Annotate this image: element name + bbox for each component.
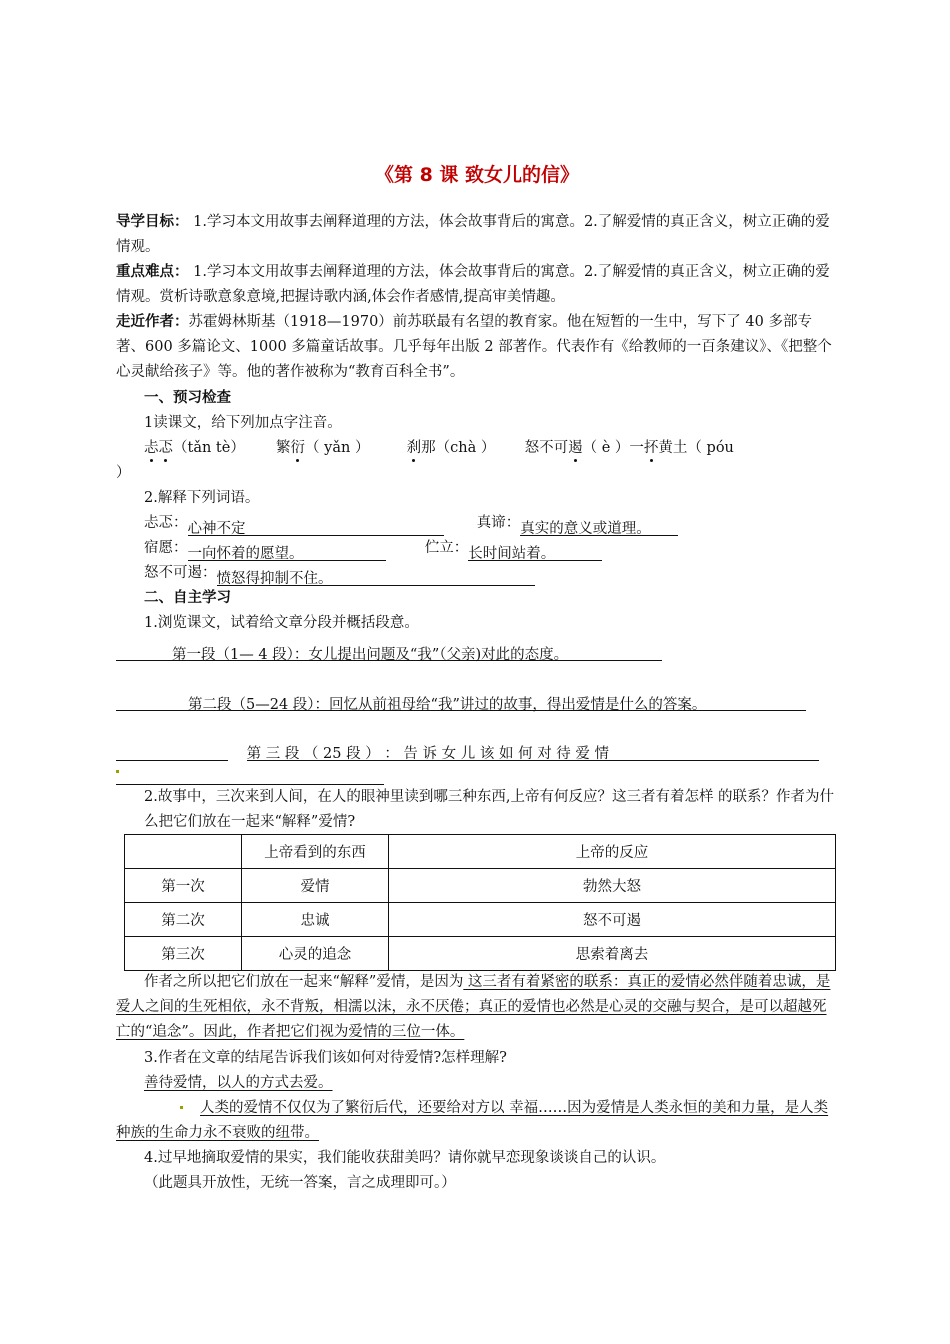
pinyin-char-2a: 繁	[276, 440, 291, 456]
goals-label: 导学目标：	[116, 214, 189, 230]
study-goals	[116, 210, 838, 260]
table-cell: 勃然大怒	[389, 869, 836, 903]
vocab-answer-1: 心神不定	[188, 517, 444, 536]
table-row	[125, 903, 836, 937]
table-cell: 忠诚	[242, 903, 389, 937]
vocab-term-2: 真谛：	[476, 515, 521, 531]
pinyin-answer-1: （tǎn tè）	[173, 440, 245, 456]
god-reaction-table	[124, 834, 836, 971]
vocab-term-4: 伫立：	[424, 540, 469, 556]
vocab-term-1: 忐忑：	[144, 515, 188, 531]
pinyin-words	[116, 436, 838, 461]
section-preview-heading: 一、预习检查	[144, 390, 231, 406]
pinyin-char-3a: 刹	[406, 440, 422, 456]
table-row	[125, 869, 836, 903]
segment-3-blank	[116, 742, 228, 761]
ending-answer-2-text: 人类的爱情不仅仅为了繁衍后代，还要给对方以 幸福……因为爱情是人类永恒的美和力量，是人类种族的生命力永不衰败的纽带。	[116, 1100, 829, 1141]
key-points-label: 重点难点：	[116, 264, 189, 280]
table-header-row	[125, 835, 836, 869]
vocab-answer-3: 一向怀着的愿望。	[188, 542, 386, 561]
pinyin-question: 1读课文，给下列加点字注音。	[144, 415, 342, 431]
segment-2	[116, 686, 838, 711]
segment-1-text: 第一段（1— 4 段）：女儿提出问题及“我”（父亲)对此的态度。	[116, 643, 662, 661]
vocab-answer-5: 愤怒得抑制不住。	[217, 567, 535, 586]
pinyin-char-5c: 黄土	[658, 440, 688, 456]
ending-answer-2	[116, 1096, 838, 1146]
vocab-term-3: 宿愿：	[144, 540, 188, 556]
table-cell: 爱情	[242, 869, 389, 903]
pinyin-char-5b: 抔	[643, 440, 659, 456]
reason-answer: 这三者有着紧密的联系：真正的爱情必然伴随着忠诚，是爱人之间的生死相依，永不背叛，相濡以沫，永不厌倦；真正的爱情也必然是心灵的交融与契合，是可以超越死亡的“追念”。因此，作者把它们视为爱情的三位一体。	[116, 974, 831, 1040]
vocab-row-3	[116, 561, 838, 586]
segment-2-text: 第二段（5—24 段）：回忆从前祖母给“我”讲过的故事，得出爱情是什么的答案。	[116, 693, 806, 711]
table-cell: 心灵的追念	[242, 937, 389, 971]
segment-1	[116, 636, 838, 661]
section-self-study-heading: 二、自主学习	[144, 590, 231, 606]
vocab-row-2	[116, 536, 838, 561]
reason-lead: 作者之所以把它们放在一起来“解释”爱情，是因为	[144, 974, 464, 990]
pinyin-char-3b: 那	[421, 440, 436, 456]
early-love-question: 4.过早地摘取爱情的果实，我们能收获甜美吗？请你就早恋现象谈谈自己的认识。	[144, 1150, 666, 1166]
segment-3-text: 第 三 段 （ 25 段 ） ： 告 诉 女 儿 该 如 何 对 待 爱 情	[247, 742, 819, 761]
table-cell: 思索着离去	[389, 937, 836, 971]
segment-3-continuation	[116, 760, 838, 785]
pinyin-char-5a: 一	[629, 440, 644, 456]
vocab-term-5: 怒不可遏：	[144, 565, 217, 581]
pinyin-char-1a: 忐	[144, 440, 159, 456]
pinyin-char-1b: 忑	[158, 440, 173, 456]
author-intro	[116, 310, 838, 385]
pinyin-char-4a: 怒不可	[524, 440, 569, 456]
table-header-cell	[125, 835, 242, 869]
goals-text: 1.学习本文用故事去阐释道理的方法，体会故事背后的寓意。2.了解爱情的真正含义，树立正确的爱情观。	[116, 214, 830, 255]
table-cell: 怒不可遏	[389, 903, 836, 937]
vocab-row-1	[116, 511, 838, 536]
vocab-answer-4: 长时间站着。	[468, 542, 602, 561]
pinyin-char-4b: 遏	[568, 440, 583, 456]
table-cell: 第二次	[125, 903, 242, 937]
segment-3	[116, 736, 838, 761]
vocab-question: 2.解释下列词语。	[144, 490, 260, 506]
ending-question: 3.作者在文章的结尾告诉我们该如何对待爱情?怎样理解?	[144, 1050, 507, 1066]
table-header-cell: 上帝的反应	[389, 835, 836, 869]
key-points	[116, 260, 838, 310]
story-question: 2.故事中，三次来到人间，在人的眼神里读到哪三种东西,上帝有何反应？这三者有着怎样 的联系？作者为什么把它们放在一起来“解释”爱情?	[144, 789, 835, 830]
table-cell: 第三次	[125, 937, 242, 971]
margin-mark	[180, 1106, 183, 1109]
table-cell: 第一次	[125, 869, 242, 903]
pinyin-char-2b: 衍	[290, 440, 306, 456]
key-points-text: 1.学习本文用故事去阐释道理的方法，体会故事背后的寓意。2.了解爱情的真正含义，树立正确的爱情观。赏析诗歌意象意境,把握诗歌内涵,体会作者感情,提高审美情趣。	[116, 264, 830, 305]
ending-answer-1	[116, 1071, 838, 1096]
pinyin-answer-5: （ póu	[687, 440, 734, 456]
vocab-answer-2: 真实的意义或道理。	[520, 517, 678, 536]
early-love-answer: （此题具开放性，无统一答案，言之成理即可。）	[144, 1175, 456, 1191]
author-text: 苏霍姆林斯基（1918—1970）前苏联最有名望的教育家。他在短暂的一生中，写下了 40 多部专著、600 多篇论文、1000 多篇童话故事。几乎每年出版 2 部著作。代表作有《给教师的一百条建议》、《把整个心灵献给孩子》等。他的著作被称为“教育百科全书”。	[116, 314, 832, 380]
ending-answer-1-text: 善待爱情，以人的方式去爱。	[144, 1075, 333, 1091]
author-label: 走近作者：	[116, 314, 189, 330]
pinyin-answer-3: （chà ）	[435, 440, 496, 456]
reason-paragraph	[116, 970, 838, 1045]
table-row	[125, 937, 836, 971]
page-title: 《第 8 课 致女儿的信》	[374, 164, 580, 186]
margin-mark	[116, 770, 119, 773]
pinyin-closing: ）	[116, 465, 131, 481]
pinyin-answer-2: （ yǎn ）	[305, 440, 370, 456]
paragraph-question: 1.浏览课文，试着给文章分段并概括段意。	[144, 615, 419, 631]
segment-3-blank-2	[116, 766, 384, 785]
table-header-cell: 上帝看到的东西	[242, 835, 389, 869]
pinyin-answer-4: （ è ）	[582, 440, 630, 456]
